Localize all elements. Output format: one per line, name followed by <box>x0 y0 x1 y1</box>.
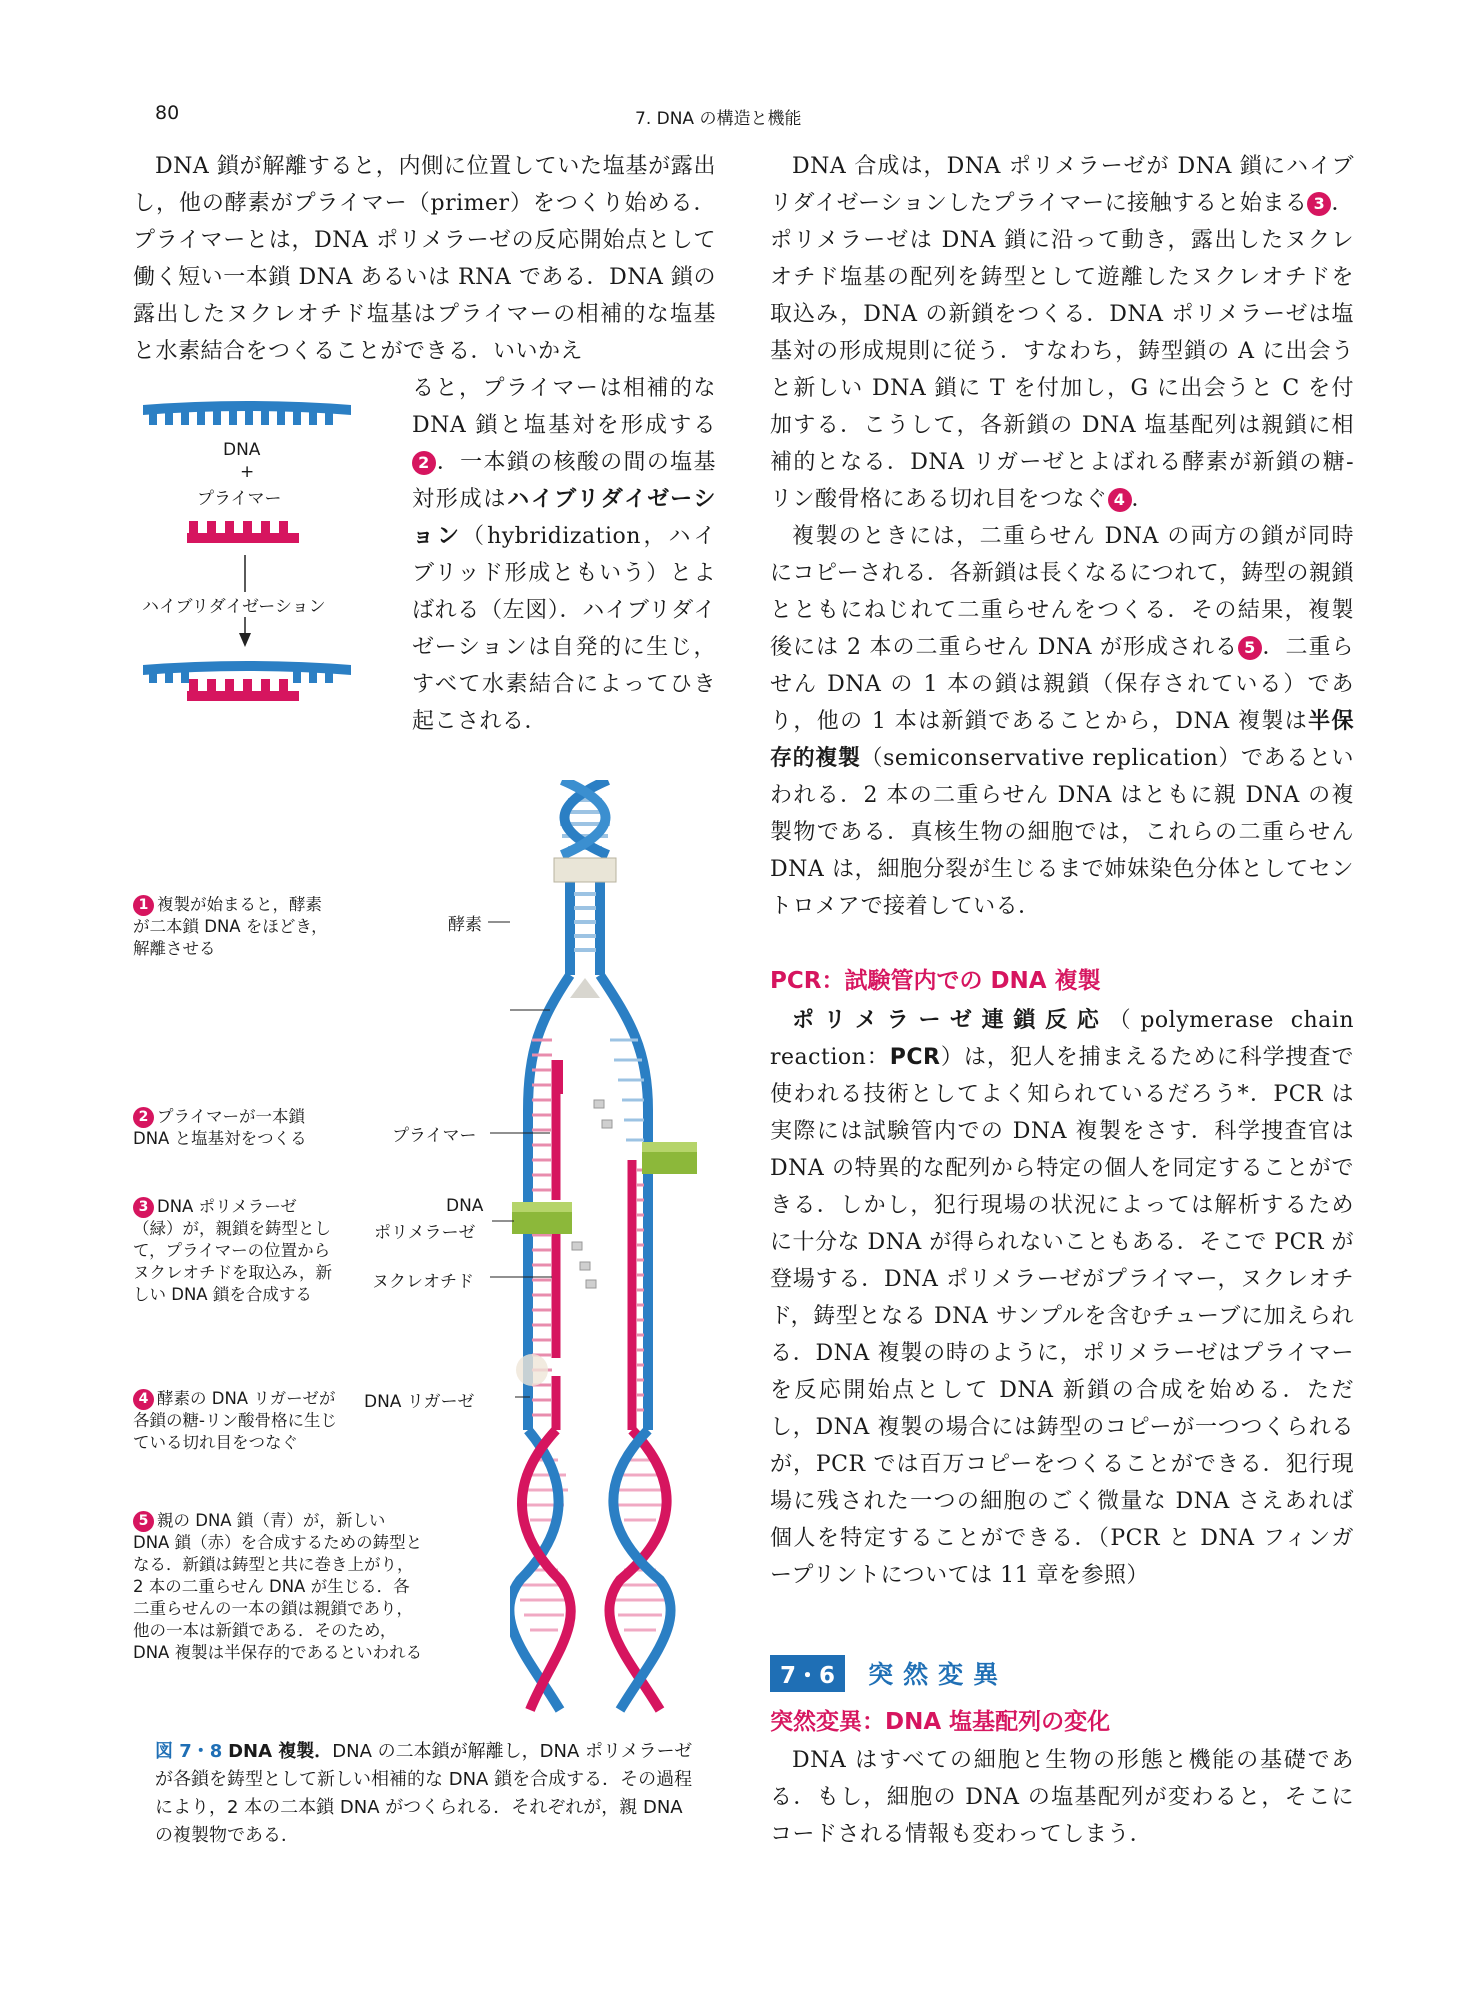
pcr-paragraph <box>770 1002 1354 1594</box>
mutation-heading: 突然変異：DNA 塩基配列の変化 <box>770 1709 1111 1735</box>
polymerase-top <box>642 1142 697 1152</box>
step-text: DNA ポリメラーゼ（緑）が，親鎖を鋳型として，プライマーの位置からヌクレオチドを取込み，新しい DNA 鎖を合成する <box>133 1197 332 1304</box>
section-number: 7・6 <box>770 1655 845 1692</box>
label-ligase: DNA リガーゼ <box>364 1392 475 1412</box>
enzyme-wedge <box>570 978 600 998</box>
text-span: 複製のときには，二重らせん DNA の両方の鎖が同時にコピーされる．各新鎖は長くなるにつれて，鋳型の親鎖とともにねじれて二重らせんをつくる．その結果，複製後には 2 本の二重らせん DNA が形成される <box>770 524 1354 660</box>
right-column <box>770 148 1354 925</box>
page-number: 80 <box>155 102 180 124</box>
step-4 <box>133 1388 338 1454</box>
daughter-helix-right <box>609 1430 670 1710</box>
text-span: （semiconservative replication）であるといわれる．2 本の二重らせん DNA はともに親 DNA の複製物である．真核生物の細胞では，これらの二重らせん DNA は，細胞分裂が生じるまで姉妹染色分体としてセントロメアで接着している． <box>770 746 1354 919</box>
caption-number: 図 7・8 <box>155 1741 223 1762</box>
label-polymerase-2: ポリメラーゼ <box>374 1223 476 1243</box>
left-paragraph-2 <box>412 370 716 740</box>
term-semiconservative: 半保存的複製 <box>770 709 1354 771</box>
text-span: ると，プライマーは相補的な DNA 鎖と塩基対を形成する <box>412 376 716 438</box>
label-primer-small: プライマー <box>197 489 282 509</box>
label-nucleotide: ヌクレオチド <box>372 1272 474 1292</box>
text-span: ）は，犯人を捕まえるために科学捜査で使われる技術としてよく知られているだろう*．PCR は実際には試験管内での DNA 複製をさす．科学捜査官は DNA の特異的な配列から特定の個人を同定することができる．しかし，犯行現場の状況によっては解析するために十分な DNA が得られないこともある．そこで PCR が登場する．DNA ポリメラーゼがプライマー，ヌクレオチド，鋳型となる DNA サンプルを含むチューブに加えられる．DNA 複製の時のように，ポリメラーゼはプライマーを反応開始点として DNA 新鎖の合成を始める．ただし，DNA 複製の場合には鋳型のコピーが一つつくられるが，PCR では百万コピーをつくることができる．犯行現場に残された一つの細胞のごく微量な DNA さえあれば個人を特定することができる．（PCR と DNA フィンガープリントについては 11 章を参照） <box>770 1045 1354 1588</box>
running-title: 7. DNA の構造と機能 <box>635 109 802 129</box>
caption-text: DNA の二本鎖が解離し，DNA ポリメラーゼが各鎖を鋳型として新しい相補的な DNA 鎖を合成する．その過程により，2 本の二本鎖 DNA がつくられる．それぞれが，親 DNA の複製物である． <box>155 1741 693 1846</box>
text-span: ．二重らせん DNA の 1 本の鎖は親鎖（保存されている）であり，他の 1 本は新鎖であることから，DNA 複製は <box>770 635 1354 734</box>
text-span: ． <box>1131 487 1155 512</box>
step-text: 複製が始まると，酵素が二本鎖 DNA をほどき，解離させる <box>133 895 328 958</box>
step-marker-4: 4 <box>1108 488 1132 512</box>
step-text: プライマーが一本鎖 DNA と塩基対をつくる <box>133 1107 307 1148</box>
text-span: （polymerase chain reaction： <box>770 1008 1355 1070</box>
section-title: 突然変異 <box>868 1660 1009 1689</box>
step-marker-3: 3 <box>133 1197 154 1218</box>
step-marker-5: 5 <box>133 1511 154 1532</box>
daughter-helix-left <box>510 1430 571 1710</box>
step-marker-4: 4 <box>133 1389 154 1410</box>
enzyme-block <box>554 858 616 882</box>
text-span: ．ポリメラーゼは DNA 鎖に沿って動き，露出したヌクレオチド塩基の配列を鋳型として遊離したヌクレオチドを取込み，DNA の新鎖をつくる．DNA ポリメラーゼは塩基対の形成規則に従う．すなわち，鋳型鎖の A に出会うと新しい DNA 鎖に T を付加し，G に出会うと C を付加する．こうして，各新鎖の DNA 塩基配列は親鎖に相補的となる．DNA リガーゼとよばれる酵素が新鎖の糖-リン酸骨格にある切れ目をつなぐ <box>770 191 1354 512</box>
right-paragraph-2 <box>770 518 1354 925</box>
label-primer: プライマー <box>392 1126 477 1146</box>
pcr-heading: PCR：試験管内での DNA 複製 <box>770 968 1101 994</box>
step-marker-5: 5 <box>1238 636 1262 660</box>
step-text: 親の DNA 鎖（青）が，新しい DNA 鎖（赤）を合成するための鋳型となる．新鎖は鋳型と共に巻き上がり，2 本の二重らせん DNA が生じる．各二重らせんの一本の鎖は親鎖であり，他の一本は新鎖である．そのため，DNA 複製は半保存的であるといわれる <box>133 1511 423 1662</box>
pcr-text <box>770 1002 1354 1594</box>
caption-title: DNA 複製． <box>228 1741 333 1762</box>
parent-helix <box>560 780 610 855</box>
label-polymerase-1: DNA <box>446 1196 484 1216</box>
step-5 <box>133 1510 423 1664</box>
left-paragraph-1 <box>133 148 716 370</box>
left-text-hybridization <box>412 370 716 740</box>
step-marker-1: 1 <box>133 895 154 916</box>
section-heading <box>770 1655 1008 1692</box>
step-marker-3: 3 <box>1307 192 1331 216</box>
figure-caption <box>155 1738 695 1850</box>
step-2 <box>133 1106 338 1150</box>
label-leaders <box>380 780 560 1420</box>
step-marker-2: 2 <box>133 1107 154 1128</box>
mutation-text: DNA はすべての細胞と生物の形態と機能の基礎である．もし，細胞の DNA の塩基配列が変わると，そこにコードされる情報も変わってしまう． <box>770 1748 1354 1847</box>
text-span: ．一本鎖の核酸の間の塩基対形成は <box>412 450 716 512</box>
left-text-primer-intro: DNA 鎖が解離すると，内側に位置していた塩基が露出し，他の酵素がプライマー（primer）をつくり始める．プライマーとは，DNA ポリメラーゼの反応開始点として働く短い一本鎖 DNA あるいは RNA である．DNA 鎖の露出したヌクレオチド塩基はプライマーの相補的な塩基と水素結合をつくることができる．いいかえ <box>133 154 716 364</box>
step-3 <box>133 1196 338 1306</box>
step-marker-2: 2 <box>412 451 436 475</box>
right-paragraph-1 <box>770 148 1354 518</box>
dna-polymerase-right <box>642 1150 697 1174</box>
step-text: 酵素の DNA リガーゼが各鎖の糖-リン酸骨格に生じている切れ目をつなぐ <box>133 1389 337 1452</box>
label-plus: + <box>240 462 255 482</box>
term-pcr-abbr: PCR <box>889 1045 941 1070</box>
text-span: （hybridization，ハイブリッド形成ともいう）とよばれる（左図）．ハイブリダイゼーションは自発的に生じ，すべて水素結合によってひき起こされる． <box>412 524 716 734</box>
text-span: DNA 合成は，DNA ポリメラーゼが DNA 鎖にハイブリダイゼーションしたプライマーに接触すると始まる <box>770 154 1354 216</box>
mutation-paragraph <box>770 1742 1354 1853</box>
label-enzyme: 酵素 <box>448 915 482 935</box>
label-dna: DNA <box>223 440 261 460</box>
term-pcr: ポリメラーゼ連鎖反応 <box>792 1008 1109 1033</box>
label-hybridization: ハイブリダイゼーション <box>140 592 328 617</box>
step-1 <box>133 894 338 960</box>
arrow-head <box>239 633 251 647</box>
term-hybridization: ハイブリダイゼーション <box>412 487 716 549</box>
